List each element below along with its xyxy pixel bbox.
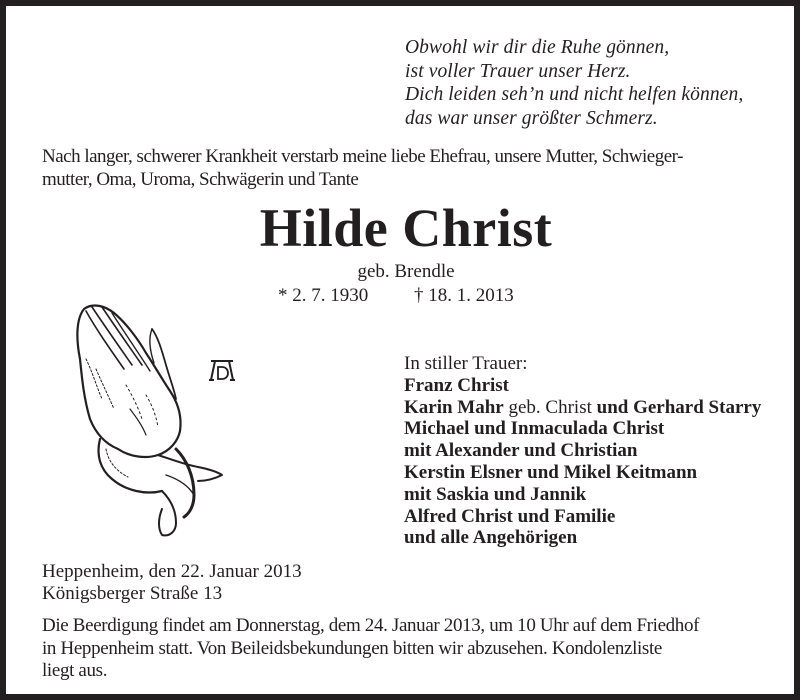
place-date: Heppenheim, den 22. Januar 2013 [42, 561, 302, 582]
poem-line: Obwohl wir dir die Ruhe gönnen, [405, 37, 670, 58]
intro-text [42, 145, 782, 191]
mourner-name: und Gerhard Starry [596, 396, 762, 418]
mourner-line: mit Saskia und Jannik [404, 483, 587, 505]
mourner-name: Karin Mahr [404, 396, 504, 418]
funeral-line: in Heppenheim statt. Von Beileidsbekundungen bitten wir abzusehen. Kondolenzliste [42, 637, 662, 659]
durer-monogram-icon [209, 358, 235, 382]
place-and-address [42, 561, 302, 604]
life-dates [278, 285, 514, 307]
death-date: † 18. 1. 2013 [414, 285, 514, 306]
poem [405, 36, 743, 130]
mourner-nee: geb. Christ [503, 396, 597, 418]
mourner-line [404, 397, 761, 419]
intro-line: Nach langer, schwerer Krankheit verstarb meine liebe Ehefrau, unsere Mutter, Schwieger- [42, 146, 683, 167]
deceased-name: Hilde Christ [259, 198, 553, 258]
birth-date: * 2. 7. 1930 [278, 285, 369, 306]
poem-line: ist voller Trauer unser Herz. [405, 60, 631, 82]
praying-hands-icon [66, 299, 226, 539]
mourner-line: Franz Christ [404, 374, 510, 396]
intro-line: mutter, Oma, Uroma, Schwägerin und Tante [42, 169, 359, 190]
maiden-name: geb. Brendle [357, 261, 455, 282]
funeral-line: Die Beerdigung findet am Donnerstag, dem 24. Januar 2013, um 10 Uhr auf dem Friedhof [42, 615, 700, 636]
funeral-info [42, 615, 782, 683]
poem-line: Dich leiden seh’n und nicht helfen können, [405, 84, 744, 105]
funeral-line: liegt aus. [42, 660, 108, 681]
mourner-line: mit Alexander und Christian [404, 440, 638, 462]
mourner-line: Michael und Inmaculada Christ [404, 418, 665, 440]
mourner-line: Kerstin Elsner und Mikel Keitmann [404, 461, 698, 483]
mourner-line: und alle Angehörigen [404, 527, 578, 549]
mourner-line: Alfred Christ und Familie [404, 505, 616, 527]
mourners-list [404, 353, 761, 549]
poem-line: das war unser größter Schmerz. [405, 107, 658, 129]
address: Königsberger Straße 13 [42, 582, 223, 604]
mourners-heading: In stiller Trauer: [404, 353, 528, 374]
